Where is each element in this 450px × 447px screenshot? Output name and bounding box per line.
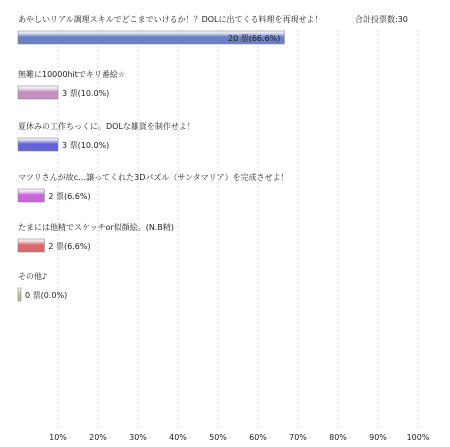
x-tick-label: 20% <box>89 433 107 442</box>
bar <box>18 138 58 151</box>
poll-option <box>18 222 174 252</box>
bar-value-label: 20 票(66.6%) <box>228 34 281 43</box>
bar-value-label: 2 票(6.6%) <box>48 192 91 201</box>
option-label: マツリさんが故c…譲ってくれた3Dパズル（サンタマリア）を完成させよ！ <box>18 173 289 182</box>
x-tick-label: 30% <box>129 433 147 442</box>
option-label: 無難に10000hitでキリ番絵☆ <box>18 70 126 79</box>
poll-option <box>18 172 289 202</box>
option-label: 夏休みの工作ちっくに。DOLな雑貨を制作せよ！ <box>18 122 195 131</box>
bar-value-label: 0 票(0.0%) <box>25 291 68 300</box>
x-tick-label: 80% <box>329 433 347 442</box>
total-votes-label: 合計投票数:30 <box>355 15 408 24</box>
x-tick-label: 70% <box>289 433 307 442</box>
x-axis-ticks <box>49 433 430 442</box>
poll-option <box>18 69 125 99</box>
bar <box>18 86 58 99</box>
x-tick-label: 60% <box>249 433 267 442</box>
bar <box>18 288 21 301</box>
poll-option <box>18 121 195 151</box>
x-tick-label: 10% <box>49 433 67 442</box>
poll-rows <box>18 14 408 301</box>
x-tick-label: 100% <box>406 433 430 442</box>
x-tick-label: 40% <box>169 433 187 442</box>
bar <box>18 189 44 202</box>
poll-option <box>18 14 408 44</box>
bar <box>18 239 44 252</box>
option-label: その他♪ <box>18 272 48 281</box>
bar-value-label: 2 票(6.6%) <box>48 242 91 251</box>
option-label: あやしいリアル調理スキルでどこまでいけるか！？DOLに出てくる料理を再現せよ！ <box>18 15 323 24</box>
x-tick-label: 50% <box>209 433 227 442</box>
x-tick-label: 90% <box>369 433 387 442</box>
poll-option <box>18 271 67 301</box>
bar-value-label: 3 票(10.0%) <box>62 89 110 98</box>
option-label: たまには他精でスケッチor似顔絵。(N.B精) <box>18 223 175 232</box>
bar-value-label: 3 票(10.0%) <box>62 141 110 150</box>
